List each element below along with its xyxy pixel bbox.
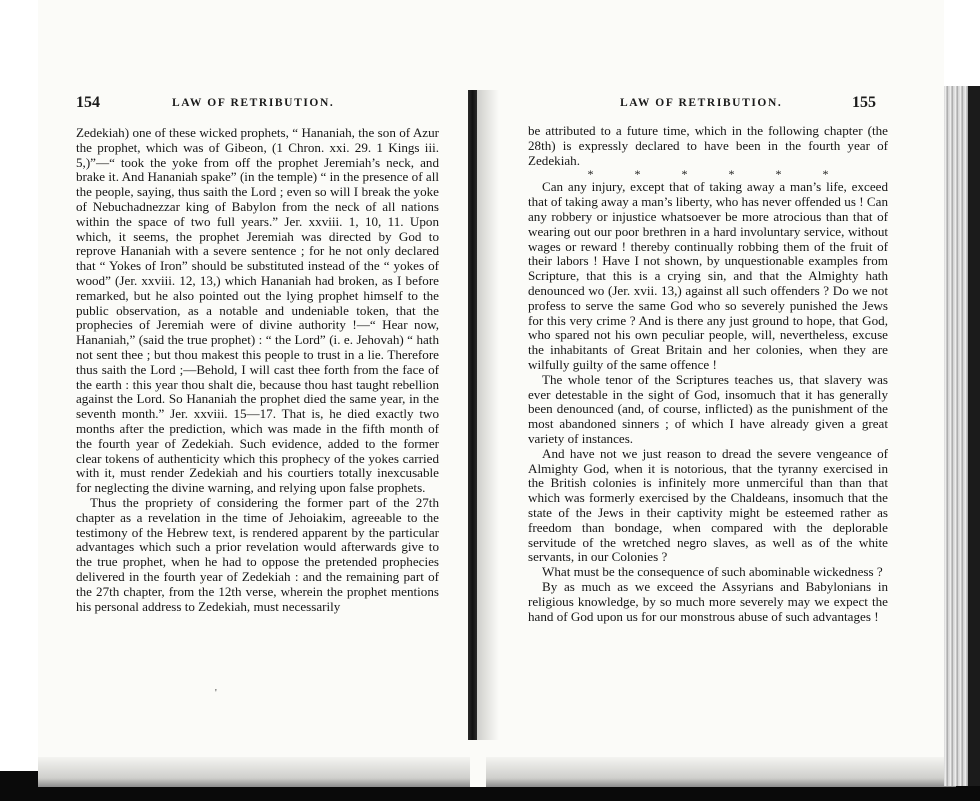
left-paragraph-1: Zedekiah) one of these wicked prophets, “ Hananiah, the son of Azur the prophet, which was of Gibeon, (1 Chron. xxi. 29. 1 Kings iii. 5,)”—“ took the yoke from off the prophet Jeremiah’s neck, and brake it. And Hananiah spake” (in the temple) “ in the presence of all the people, saying, thus saith the Lord ; even so will I break the yoke of Nebuchadnezzar king of Babylon from the neck of all nations within the space of two full years.” Jer. xxviii. 1, 10, 11. Upon which, it seems, the prophet Jeremiah was directed by God to reprove Hananiah with a severe sentence ; for he not only declared that “ Yokes of Iron” should be substituted instead of the “ yokes of wood” (Jer. xxviii. 12, 13,) which Hananiah had broken, as I before remarked, but he also pointed out the lying prophet himself to the public observation, as a notable and undeniable token, that the prophecies of Jeremiah were of divine authority !—“ Hear now, Hananiah,” (said the true prophet) : “ the Lord” (i. e. Jehovah) “ hath not sent thee ; but thou makest this people to trust in a lie. Therefore thus saith the Lord ;—Behold, I will cast thee forth from the face of the earth : this year thou shalt die, because thou hast taught rebellion against the Lord. So Hananiah the prophet died the same year, in the seventh month.” Jer. xxviii. 15—17. That is, he died exactly two months after the prediction, which was made in the fifth month of the fourth year of Zedekiah. Such evidence, added to the former clear tokens of authenticity which this prophecy of the yokes carried with it, must render Zedekiah and his courtiers totally inexcusable for neglecting the divine warning, and relying upon false prophets. — [76, 125, 439, 496]
right-paragraph-6: By as much as we exceed the Assyrians and Babylonians in religious knowledge, by so much more severely may we expect the hand of God upon us for our monstrous abuse of such advantages ! — [528, 578, 888, 624]
left-paragraph-2: Thus the propriety of considering the former part of the 27th chapter as a revelation in the time of Jehoiakim, agreeable to the testimony of the Hebrew text, is rendered apparent by the particular advantages which such a prior revelation would afterwards give to the true prophet, when he had to oppose the pretended prophecies delivered in the fourth year of Zedekiah : and the remaining part of the 27th chapter, from the 12th verse, wherein the prophet mentions his personal address to Zedekiah, must necessarily — [76, 494, 439, 614]
right-running-head: LAW OF RETRIBUTION. — [620, 97, 783, 109]
left-page-bottom-edge — [38, 757, 470, 787]
gutter-shadow — [477, 90, 499, 740]
right-paragraph-1: be attributed to a future time, which in the following chapter (the 28th) is expressly declared to have been in the fourth year of Zedekiah. — [528, 123, 888, 168]
right-page-text — [528, 124, 888, 624]
right-page-number: 155 — [852, 94, 876, 111]
book-gutter — [468, 90, 477, 740]
right-paragraph-4: And have not we just reason to dread the severe vengeance of Almighty God, when it is notorious, that the tyranny exercised in the British colonies is infinitely more unmerciful than than that which was formerly exercised by the Chaldeans, insomuch that the state of the Jews in their captivity might be esteemed rather as freedom than bondage, when compared with the deplorable servitude of the wretched negro slaves, as well as of the white servants, in our Colonies ? — [528, 445, 888, 565]
right-paragraph-3: The whole tenor of the Scriptures teaches us, that slavery was ever detestable in the sight of God, insomuch that it has generally been denounced (and, of course, inflicted) as the punishment of the most abandoned sinners ; of which I have already given a great variety of instances. — [528, 371, 888, 446]
stray-mark: ' — [215, 688, 217, 699]
left-page-number: 154 — [76, 94, 100, 111]
scan-edge-shadow — [968, 86, 980, 786]
left-page-text — [76, 126, 439, 614]
right-page-bottom-edge — [486, 757, 956, 787]
left-running-head: LAW OF RETRIBUTION. — [172, 97, 335, 109]
right-paragraph-5: What must be the consequence of such abominable wickedness ? — [542, 564, 883, 580]
right-paragraph-2: Can any injury, except that of taking away a man’s life, exceed that of taking away a man’s liberty, who has never offended us ! Can any robbery or injustice whatsoever be more atrocious than that of wearing out our poor brethren in a hard involuntary service, without wages or reward ! thereby continually robbing them of the fruit of their labors ! Have I not shown, by unquestionable examples from Scripture, that this is a crying sin, and that the Almighty hath denounced wo (Jer. xvii. 13,) against all such offenders ? Do we not profess to serve the same God who so severely punished the Jews for this very crime ? And is there any just ground to hope, that God, who spared not his own peculiar people, will, nevertheless, excuse the inhabitants of Great Britain and her colonies, when they are wilfully guilty of the same offence ! — [528, 179, 888, 372]
section-separator: * * * * * * — [587, 167, 829, 182]
